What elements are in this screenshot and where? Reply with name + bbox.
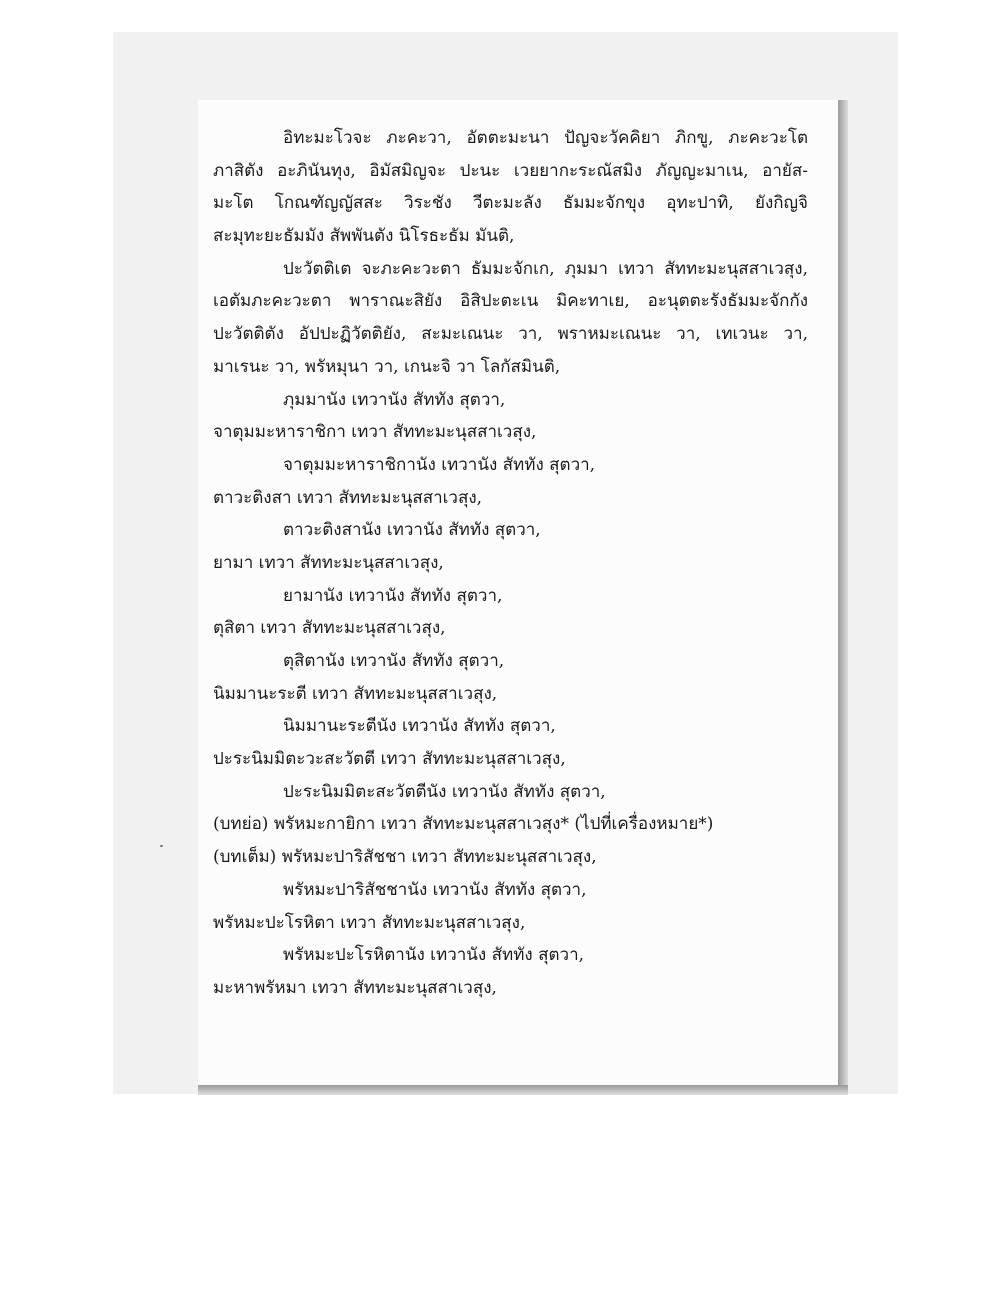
text-line: ปะระนิมมิตะสะวัตตีนัง เทวานัง สัททัง สุตวา, <box>283 781 606 802</box>
text-line: พรัหมะปาริสัชชานัง เทวานัง สัททัง สุตวา, <box>283 879 587 900</box>
text-line: สะมุทะยะธัมมัง สัพพันตัง นิโรธะธัม มันติ, <box>213 226 515 247</box>
text-line: มะโต โกณฑัญญัสสะ วิระชัง วีตะมะลัง ธัมมะจักขุง อุทะปาทิ, ยังกิญจิ <box>213 193 808 214</box>
text-line: ตาวะติงสานัง เทวานัง สัททัง สุตวา, <box>283 520 541 541</box>
text-line: นิมมานะระตีนัง เทวานัง สัททัง สุตวา, <box>283 716 556 737</box>
text-line: พรัหมะปะโรหิตานัง เทวานัง สัททัง สุตวา, <box>283 945 585 966</box>
text-line: มาเรนะ วา, พรัหมุนา วา, เกนะจิ วา โลกัสมินติ, <box>213 356 561 377</box>
text-line: อิทะมะโวจะ ภะคะวา, อัตตะมะนา ปัญจะวัคคิยา ภิกขู, ภะคะวะโต <box>283 128 808 148</box>
text-line: ปะวัตติตัง อัปปะฏิวัตติยัง, สะมะเณนะ วา, พราหมะเณนะ วา, เทเวนะ วา, <box>213 324 808 345</box>
text-line: พรัหมะปะโรหิตา เทวา สัททะมะนุสสาเวสุง, <box>213 912 526 933</box>
text-line: ยามา เทวา สัททะมะนุสสาเวสุง, <box>213 552 444 573</box>
text-line: จาตุมมะหาราชิกานัง เทวานัง สัททัง สุตวา, <box>283 454 596 475</box>
text-line: ตุสิตา เทวา สัททะมะนุสสาเวสุง, <box>213 618 446 639</box>
text-line: ยามานัง เทวานัง สัททัง สุตวา, <box>283 585 503 606</box>
text-line: มะหาพรัหมา เทวา สัททะมะนุสสาเวสุง, <box>213 977 497 998</box>
text-line: ตาวะติงสา เทวา สัททะมะนุสสาเวสุง, <box>213 487 483 508</box>
text-line: นิมมานะระตี เทวา สัททะมะนุสสาเวสุง, <box>213 683 498 704</box>
text-line: เอตัมภะคะวะตา พาราณะสิยัง อิสิปะตะเน มิคะทาเย, อะนุตตะรังธัมมะจักกัง <box>213 291 808 312</box>
text-line: จาตุมมะหาราชิกา เทวา สัททะมะนุสสาเวสุง, <box>213 422 537 443</box>
text-line: ภุมมานัง เทวานัง สัททัง สุตวา, <box>283 389 506 410</box>
text-line: ปะวัตติเต จะภะคะวะตา ธัมมะจักเก, ภุมมา เทวา สัททะมะนุสสาเวสุง, <box>283 258 808 279</box>
text-line: (บทย่อ) พรัหมะกายิกา เทวา สัททะมะนุสสาเวสุง* (ไปที่เครื่องหมาย*) <box>213 814 714 835</box>
chant-text-block <box>213 122 808 1005</box>
page-edge-shadow-right <box>838 100 848 1095</box>
scan-speck <box>160 845 163 847</box>
text-line: (บทเต็ม) พรัหมะปาริสัชชา เทวา สัททะมะนุสสาเวสุง, <box>213 847 597 868</box>
text-line: ปะระนิมมิตะวะสะวัตตี เทวา สัททะมะนุสสาเวสุง, <box>213 749 566 770</box>
page-edge-shadow-bottom <box>198 1085 848 1095</box>
text-line: ตุสิตานัง เทวานัง สัททัง สุตวา, <box>283 651 505 671</box>
text-line: ภาสิตัง อะภินันทุง, อิมัสมิญจะ ปะนะ เวยยากะระณัสมิง ภัญญะมาเน, อายัส- <box>213 160 808 181</box>
